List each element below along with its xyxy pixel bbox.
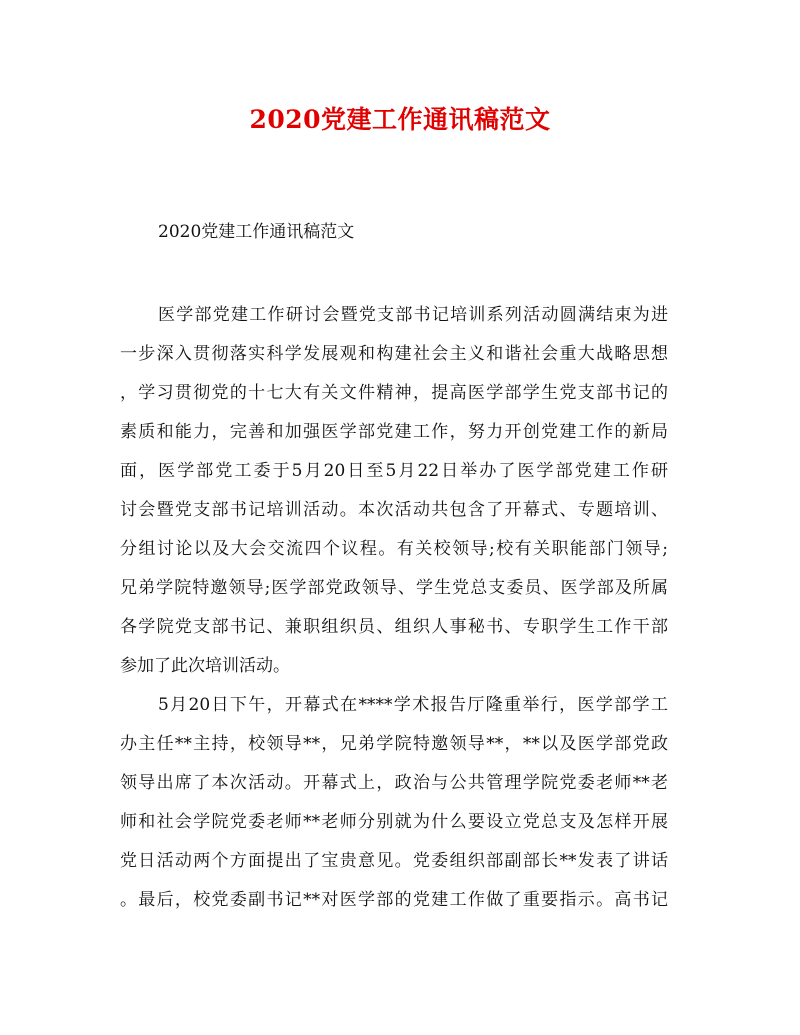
paragraph-line: 兄弟学院特邀领导;医学部党政领导、学生党总支委员、医学部及所属: [120, 578, 668, 598]
paragraph-line: 分组讨论以及大会交流四个议程。有关校领导;校有关职能部门领导;: [120, 539, 668, 559]
paragraph-line: 参加了此次培训活动。: [120, 656, 290, 676]
paragraph-line: 5月20日下午，开幕式在****学术报告厅隆重举行，医学部学工: [158, 695, 668, 715]
paragraph-line: 面，医学部党工委于5月20日至5月22日举办了医学部党建工作研: [120, 461, 668, 481]
document-subheading: 2020党建工作通讯稿范文: [158, 222, 355, 242]
paragraph-line: 一步深入贯彻落实科学发展观和构建社会主义和谐社会重大战略思想: [120, 344, 668, 364]
document-title: 2020党建工作通讯稿范文: [249, 105, 551, 134]
paragraph-line: 素质和能力，完善和加强医学部党建工作，努力开创党建工作的新局: [120, 422, 668, 442]
paragraph-line: 。最后，校党委副书记**对医学部的党建工作做了重要指示。高书记: [120, 890, 668, 910]
paragraph-line: 各学院党支部书记、兼职组织员、组织人事秘书、专职学生工作干部: [120, 617, 668, 637]
paragraph-line: 医学部党建工作研讨会暨党支部书记培训系列活动圆满结束为进: [158, 305, 668, 325]
paragraph-line: 办主任**主持，校领导**，兄弟学院特邀领导**，**以及医学部党政: [120, 734, 668, 754]
paragraph-line: 讨会暨党支部书记培训活动。本次活动共包含了开幕式、专题培训、: [120, 500, 668, 520]
paragraph-line: 党日活动两个方面提出了宝贵意见。党委组织部副部长**发表了讲话: [120, 851, 668, 871]
paragraph-line: 师和社会学院党委老师**老师分别就为什么要设立党总支及怎样开展: [120, 812, 668, 832]
paragraph-line: 领导出席了本次活动。开幕式上，政治与公共管理学院党委老师**老: [120, 773, 668, 793]
document-body: [120, 296, 668, 920]
paragraph-line: ，学习贯彻党的十七大有关文件精神，提高医学部学生党支部书记的: [120, 383, 668, 403]
